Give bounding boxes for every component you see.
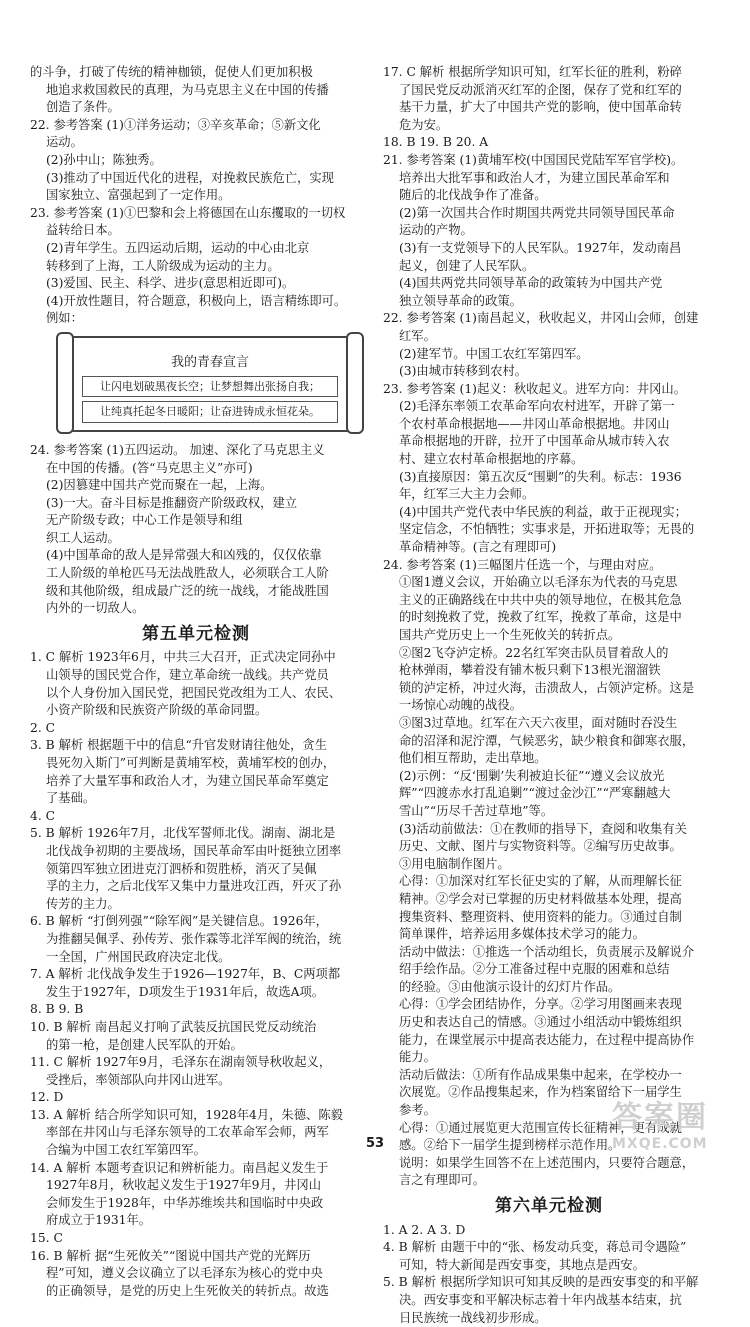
text-line: 村、建立农村革命根据地的序幕。 [399,452,584,467]
text-line: 心得：①学会团结协作，分享。②学习用图画来表现 [399,997,682,1012]
text-line: 培养出大批军事和政治人才，为建立国民革命军和 [399,170,670,185]
text-line: ③用电脑制作图片。 [399,856,510,871]
text-line: ③图3过草地。红军在六天六夜里，面对随时吞没生 [399,715,678,730]
text-line: 枪林弹雨，攀着没有铺木板只剩下13根光溜溜铁 [399,663,661,678]
answer-23 [30,205,362,328]
answer-item [383,310,715,380]
text-line: (4)中国共产党代表中华民族的利益，敢于正视现实； [399,504,687,519]
section-title-unit6: 第六单元检测 [495,1196,603,1216]
text-line: (3)直接原因：第五次反“围剿”的失利。标志：1936 [399,469,682,484]
text-line: 23. 参考答案 (1)起义：秋收起义。进军方向：井冈山。 [383,381,687,396]
answer-24 [30,442,362,618]
answer-item [30,913,362,966]
text-line: 运动。 [46,135,83,150]
text-line: 搜集资料、整理资料、使用资料的能力。③通过自制 [399,909,682,924]
answer-item [30,737,362,807]
text-line: 发生于1927年，D项发生于1931年后，故选A项。 [46,984,325,999]
scroll-line-1: 让闪电划破黑夜长空；让梦想舞出张扬自我； [82,376,338,398]
text-line: 级和其他阶级，组成最广泛的统一战线，才能战胜国 [46,583,329,598]
text-line: 基干力量，扩大了中国共产党的影响，使中国革命转 [399,100,682,115]
text-line: 23. 参考答案 (1)①巴黎和会上将德国在山东攫取的一切权 [30,205,346,220]
text-line: 能力。 [399,1050,436,1065]
text-line: 24. 参考答案 (1)五四运动。 加速、深化了马克思主义 [30,442,325,457]
text-line: 的经验。③由他演示设计的幻灯片作品。 [399,979,621,994]
text-line: 独立领导革命的政策。 [399,293,522,308]
text-line: 的时刻挽救了党，挽救了红军，挽救了革命，这是中 [399,610,682,625]
answer-item [30,1001,362,1019]
answer-item [383,1239,715,1274]
text-line: 精神。②学会对已掌握的历史材料做基本处理，提高 [399,891,682,906]
text-line: (3)爱国、民主、科学、进步(意思相近即可)。 [46,276,295,291]
text-line: 日民族统一战线初步形成。 [399,1310,547,1325]
text-line: 国家独立、富强起到了一定作用。 [46,188,231,203]
text-line: 10. B 解析 南昌起义打响了武装反抗国民党反动统治 [30,1019,317,1034]
text-line: 14. A 解析 本题考查识记和辨析能力。南昌起义发生于 [30,1160,329,1175]
text-line: 17. C 解析 根据所学知识可知，红军长征的胜利，粉碎 [383,65,682,79]
text-line: 一全国，广州国民政府决定北伐。 [46,949,231,964]
text-line: 能力，在课堂展示中提高表达能力，在过程中提高协作 [399,1032,695,1047]
text-line: 心得：①通过展览更大范围宣传长征精神，更有成就 [399,1120,682,1135]
text-line: 为推翻吴佩孚、孙传芳、张作霖等北洋军阀的统治，统 [46,931,342,946]
answer-item [30,1019,362,1054]
text-line: 以个人身份加入国民党，把国民党改组为工人、农民、 [46,685,342,700]
text-line: 织工人运动。 [46,530,120,545]
text-line: (3)由城市转移到农村。 [399,364,528,379]
text-line: 他们相互帮助，走出草地。 [399,751,547,766]
text-line: 历史和表达自己的情感。③通过小组活动中锻炼组织 [399,1015,682,1030]
answer-item [30,649,362,719]
text-line: 绍手绘作品。②分工准备过程中克服的困难和总结 [399,962,670,977]
text-line: (3)推动了中国近代化的进程，对挽救民族危亡，实现 [46,170,334,185]
section-title-unit5: 第五单元检测 [142,623,250,644]
text-line: 了国民党反动派消灭红军的企图，保存了党和红军的 [399,82,682,97]
text-line: 北伐战争初期的主要战场，国民革命军由叶挺独立团率 [46,843,342,858]
text-line: (2)青年学生。五四运动后期，运动的中心由北京 [46,240,310,255]
page-number: 53 [365,1136,385,1151]
text-line: (2)毛泽东率领工农革命军向农村进军，开辟了第一 [399,399,675,414]
text-line: 2. C [30,720,56,735]
text-line: 地追求救国救民的真理，为马克思主义在中国的传播 [46,82,329,97]
text-line: 坚定信念，不怕牺牲；实事求是，开拓进取等；无畏的 [399,522,695,537]
text-line: (4)中国革命的敌人是异常强大和凶残的，仅仅依靠 [46,548,322,563]
text-line: 工人阶级的单枪匹马无法战胜敌人，必须联合工人阶 [46,566,329,581]
text-line: (3)活动前做法：①在教师的指导下，查阅和收集有关 [399,821,687,836]
text-line: 领第四军独立团进克汀泗桥和贺胜桥，消灭了吴佩 [46,861,317,876]
text-line: 22. 参考答案 (1)南昌起义，秋收起义，井冈山会师，创建 [383,311,699,326]
text-line: 会师发生于1928年，中华苏维埃共和国临时中央政 [46,1195,324,1210]
answer-item [30,1054,362,1089]
text-line: 锁的泸定桥，冲过火海，击溃敌人，占领泸定桥。这是 [399,680,695,695]
answer-item [383,1274,715,1327]
text-line: 13. A 解析 结合所学知识可知，1928年4月，朱德、陈毅 [30,1107,343,1122]
text-line: 府成立于1931年。 [46,1213,152,1228]
text-line: 言之有理即可。 [399,1173,486,1188]
text-line: 传芳的主力。 [46,896,120,911]
unit6-answers [383,1222,715,1327]
text-line: 说明：如果学生回答不在上述范围内，只要符合题意， [399,1155,695,1170]
text-line: 简单课件，培养运用多媒体技术学习的能力。 [399,927,645,942]
text-line: 12. D [30,1090,64,1105]
text-line: 程”可知，遵义会议确立了以毛泽东为核心的党中央 [46,1266,323,1281]
text-line: 7. A 解析 北伐战争发生于1926—1927年，B、C两项都 [30,967,341,982]
text-line: 3. B 解析 根据题干中的信息“升官发财请往他处，贪生 [30,738,328,753]
text-line: 合编为中国工农红军第四军。 [46,1143,206,1158]
answer-item [383,152,715,310]
watermark-logo [612,1092,742,1160]
text-line: 18. B 19. B 20. A [383,135,489,150]
unit5-answers [30,649,362,1300]
text-line: 次展览。②作品搜集起来，作为档案留给下一届学生 [399,1085,682,1100]
text-line: 活动中做法：①推选一个活动组长，负责展示及解说介 [399,944,695,959]
text-line: 主义的正确路线在中共中央的领导地位，在极其危急 [399,592,682,607]
text-line: 4. B 解析 由题干中的“张、杨发动兵变，蒋总司令遇险” [383,1240,687,1255]
text-line: 参考。 [399,1103,436,1118]
text-line: 24. 参考答案 (1)三幅图片任选一个，与理由对应。 [383,557,662,572]
text-line: 内外的一切敌人。 [46,601,145,616]
text-line: 雪山”“历尽千苦过草地”等。 [399,803,554,818]
watermark-line-2: MXQE.COM [612,1136,708,1152]
text-line: 一场惊心动魄的战役。 [399,698,522,713]
answer-item [30,825,362,913]
answer-22 [30,117,362,205]
youth-declaration-scroll [66,336,354,432]
text-line: 运动的产物。 [399,223,473,238]
text-line: 受挫后，率领部队向井冈山进军。 [46,1072,231,1087]
answer-item [30,1089,362,1107]
text-line: 辉”“四渡赤水打乱追剿”“渡过金沙江”“严寒翻越大 [399,786,671,801]
text-line: (3)一大。奋斗目标是推翻资产阶级政权，建立 [46,495,298,510]
text-line: 山领导的国民党合作，建立革命统一战线。共产党员 [46,668,329,683]
scroll-line-2: 让纯真托起冬日暖阳；让奋进铸成永恒花朵。 [82,401,338,423]
text-line: ②图2飞夺泸定桥。22名红军突击队员冒着敌人的 [399,645,669,660]
answer-item [383,1222,715,1240]
right-answers-top [383,64,715,1190]
text-line: 5. B 解析 根据所学知识可知其反映的是西安事变的和平解 [383,1275,699,1290]
text-line: 5. B 解析 1926年7月，北伐军誓师北伐。湖南、湖北是 [30,826,336,841]
text-line: 21. 参考答案 (1)黄埔军校(中国国民党陆军军官学校)。 [383,152,684,167]
text-line: (2)因篡建中国共产党而聚在一起，上海。 [46,478,273,493]
answer-item [30,1230,362,1248]
text-line: 起义，创建了人民军队。 [399,258,535,273]
text-line: 小资产阶级和民族资产阶级的革命同盟。 [46,703,268,718]
text-line: 益转给日本。 [46,223,120,238]
text-line: 畏死勿入斯门”可判断是黄埔军校，黄埔军校的创办， [46,756,336,770]
text-line: 15. C [30,1231,63,1246]
text-line: 16. B 解析 据“生死攸关”“图说中国共产党的光辉历 [30,1248,311,1263]
text-line: 心得：①加深对红军长征史实的了解，从而理解长征 [399,874,682,889]
text-line: 例如： [46,311,83,326]
text-line: 命的沼泽和泥泞潭，气候恶劣，缺少粮食和御寒衣服， [399,733,695,748]
text-line: 可知，特大新闻是西安事变，其地点是西安。 [399,1257,645,1272]
text-line: 历史、文献、图片与实物资料等。②编写历史故事。 [399,839,682,854]
text-line: 培养了大量军事和政治人才，为建立国民革命军奠定 [46,773,329,788]
text-line: 孚的主力，之后北伐军又集中力量进攻江西，歼灭了孙 [46,879,342,894]
text-line: 决。西安事变和平解决标志着十年内战基本结束，抗 [399,1292,682,1307]
text-line: 在中国的传播。(答“马克思主义”亦可) [46,460,253,475]
text-line: 的第一枪，是创建人民军队的开始。 [46,1037,243,1052]
answer-item [30,1248,362,1301]
text-line: 6. B 解析 “打倒列强”“除军阀”是关键信息。1926年， [30,914,328,929]
text-line: 革命根据地的开辟，拉开了中国革命从城市转入农 [399,434,670,449]
text-line: (4)国共两党共同领导革命的政策转为中国共产党 [399,276,663,291]
intro-paragraph [30,64,362,117]
text-line: 4. C [30,808,56,823]
text-line: 8. B 9. B [30,1002,84,1017]
answer-item [383,64,715,134]
watermark-line-1: 答案圈 [612,1100,708,1135]
scroll-title: 我的青春宣言 [170,354,249,370]
text-line: 22. 参考答案 (1)①洋务运动；③辛亥革命；⑤新文化 [30,117,321,132]
answer-item [30,808,362,826]
text-line: 危为安。 [399,117,449,132]
text-line: 红军。 [399,328,436,343]
text-line: 革命精神等。(言之有理即可) [399,540,557,555]
text-line: (2)示例：“反‘围剿’失利被迫长征”“遵义会议放光 [399,768,665,783]
text-line: 个农村革命根据地——井冈山革命根据地。井冈山 [399,416,670,431]
text-line: 1927年8月，秋收起义发生于1927年9月，井冈山 [46,1178,321,1193]
answer-item [30,720,362,738]
text-line: 国共产党历史上一个生死攸关的转折点。 [399,628,621,642]
text-line: 随后的北伐战争作了准备。 [399,188,547,203]
text-line: (3)有一支党领导下的人民军队。1927年，发动南昌 [399,240,682,255]
answer-item [30,1160,362,1230]
text-line: 感。②给下一届学生提到榜样示范作用。 [399,1138,621,1153]
answer-item [30,966,362,1001]
text-line: 1. C 解析 1923年6月，中共三大召开，正式决定同孙中 [30,650,336,665]
text-line: (2)第一次国共合作时期国共两党共同领导国民革命 [399,205,675,220]
answer-item [383,134,715,152]
text-line: 无产阶级专政；中心工作是领导和组 [46,513,243,528]
text-line: 活动后做法：①所有作品成果集中起来，在学校办一 [399,1067,682,1082]
text-line: 1. A 2. A 3. D [383,1222,466,1237]
text-line: ①图1遵义会议，开始确立以毛泽东为代表的马克思 [399,575,678,590]
answer-item [30,1107,362,1160]
answer-item [383,381,715,557]
text-line: 创造了条件。 [46,100,120,115]
left-column [30,64,362,1300]
text-line: (4)开放性题目，符合题意，积极向上，语言精练即可。 [46,293,347,308]
text-line: (2)孙中山；陈独秀。 [46,152,162,167]
text-line: 了基础。 [46,791,96,806]
text-line: 的正确领导，是党的历史上生死攸关的转折点。故选 [46,1283,329,1298]
text-line: (2)建军节。中国工农红军第四军。 [399,346,589,361]
text-line: 转移到了上海，工人阶级成为运动的主力。 [46,258,280,273]
text-line: 11. C 解析 1927年9月，毛泽东在湖南领导秋收起义， [30,1055,332,1070]
text-line: 率部在井冈山与毛泽东领导的工农革命军会师，两军 [46,1125,329,1140]
text-line: 的斗争，打破了传统的精神枷锁，促使人们更加积极 [30,65,313,79]
text-line: 年，红军三大主力会师。 [399,487,535,502]
